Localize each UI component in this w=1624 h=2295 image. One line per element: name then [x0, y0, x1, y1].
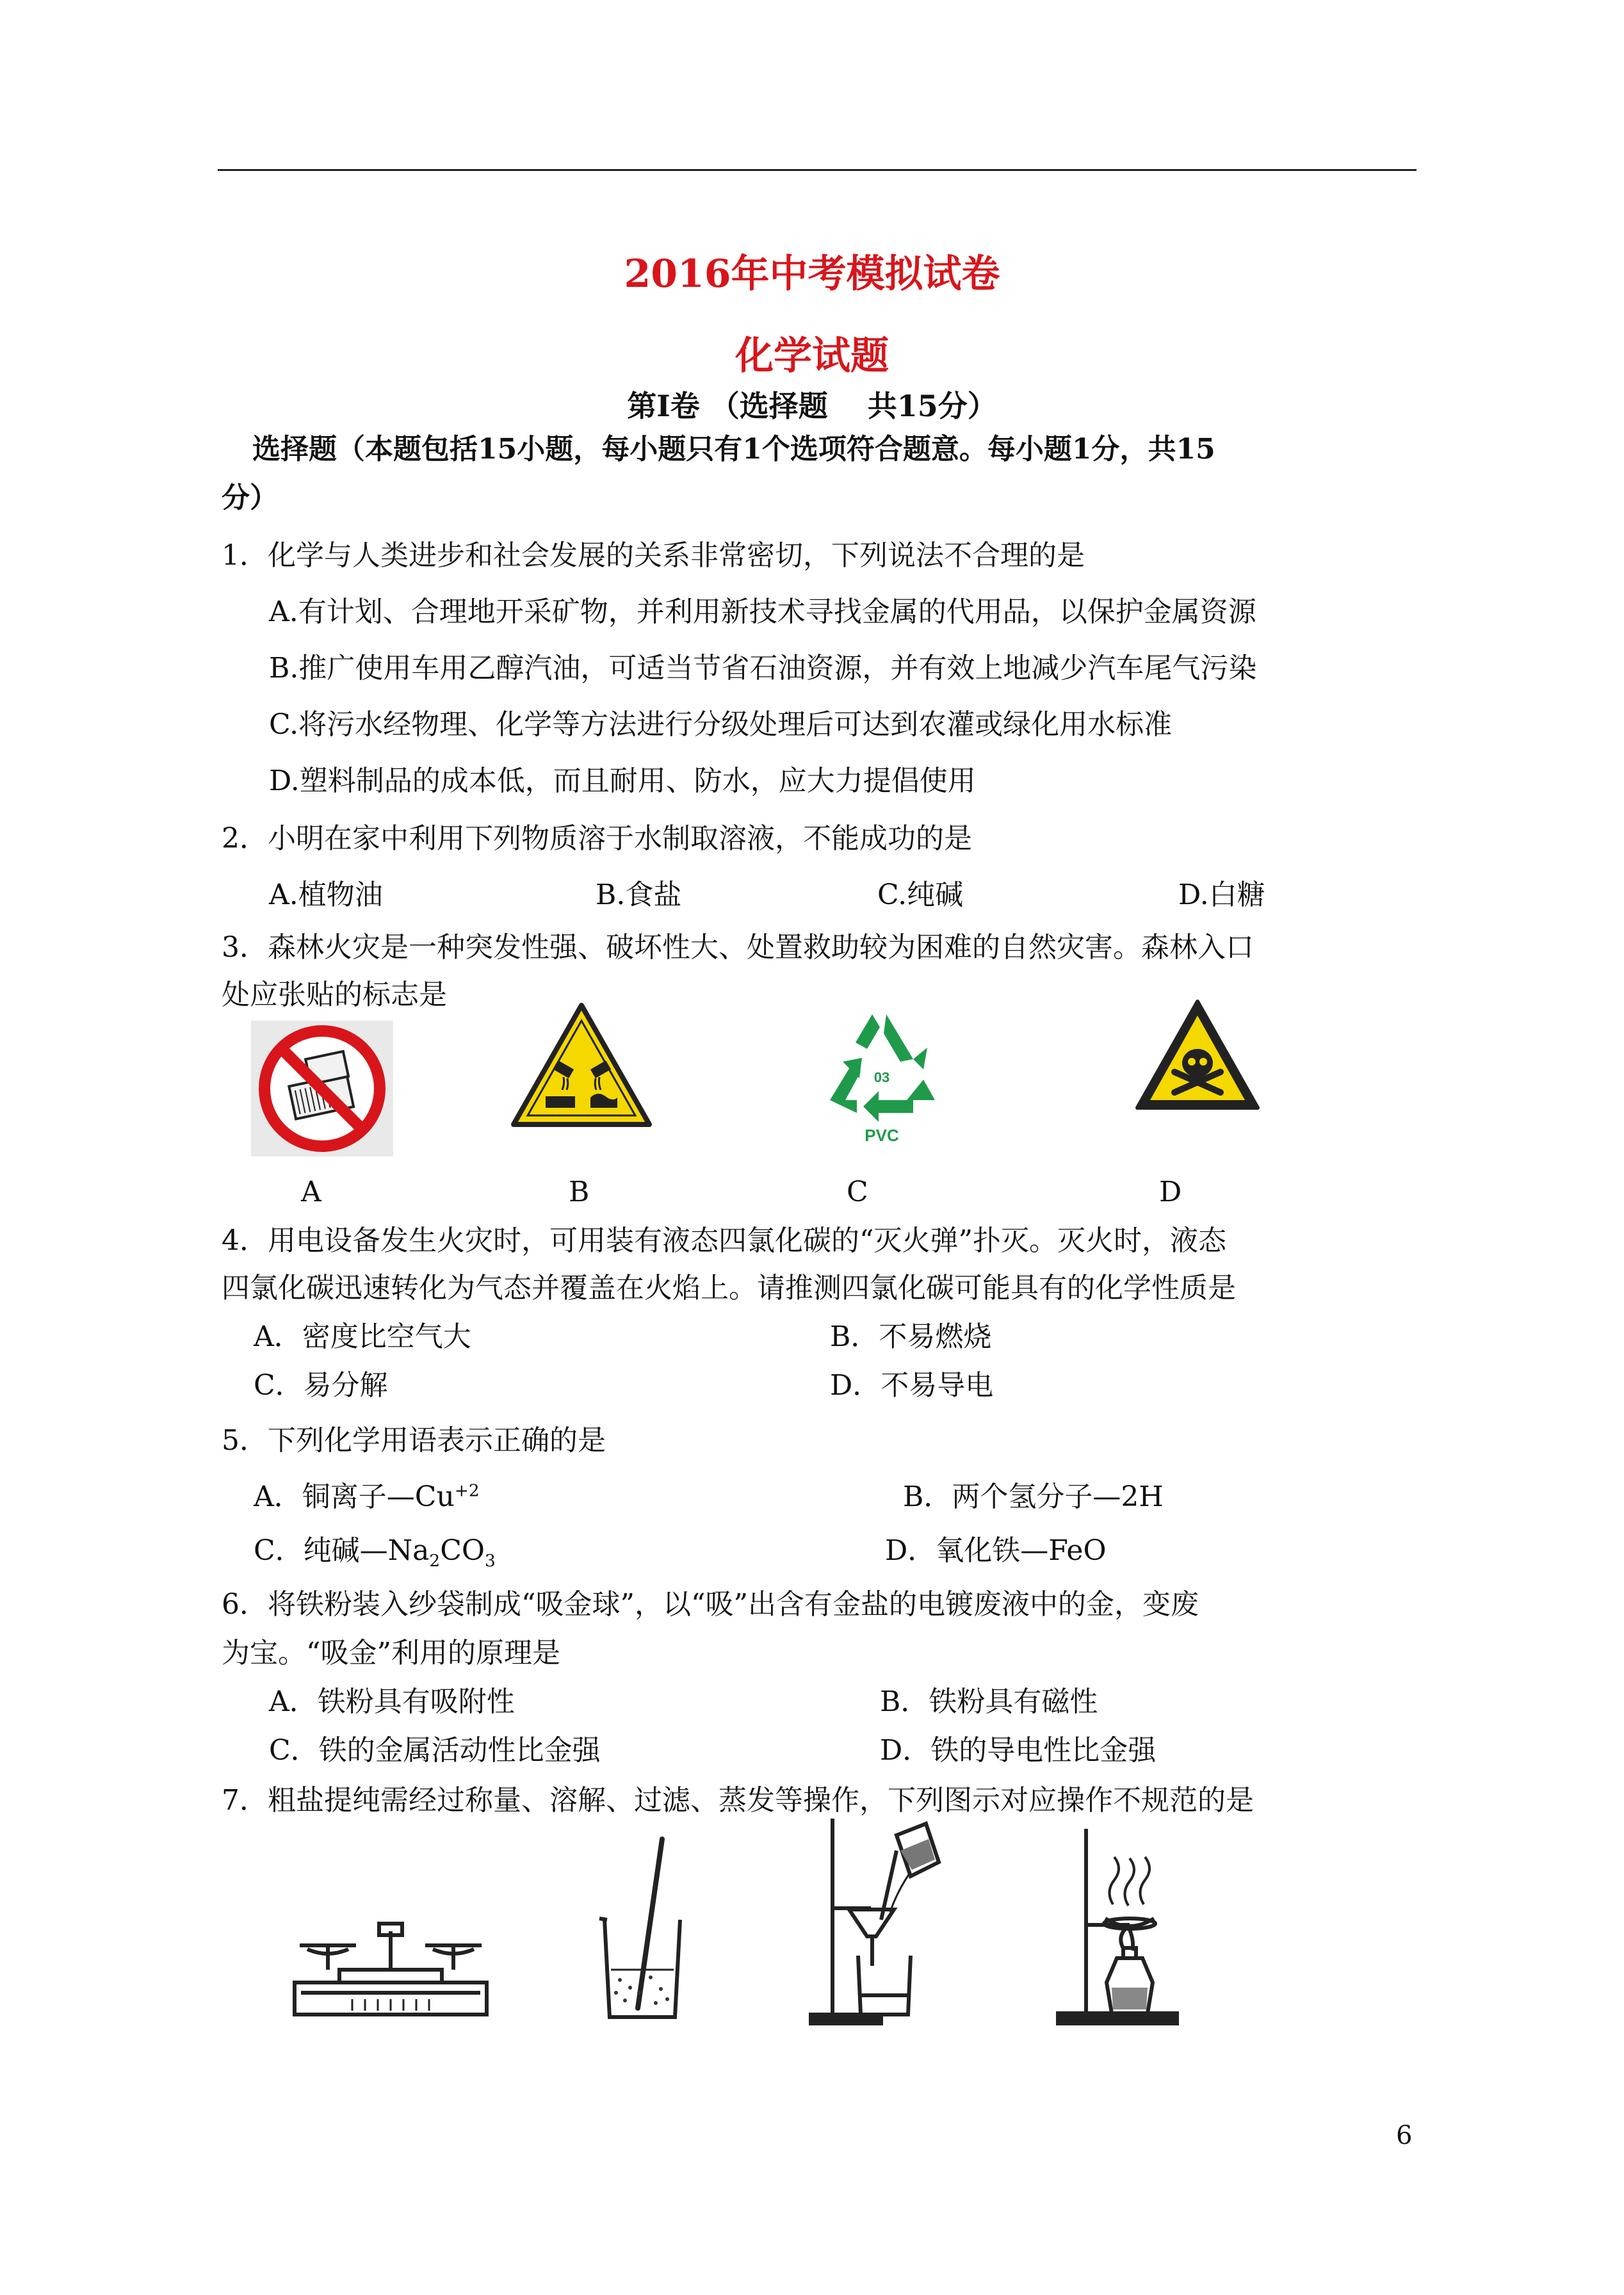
q6-stem-line-1: 6．将铁粉装入纱袋制成“吸金球”，以“吸”出含有金盐的电镀废液中的金，变废: [222, 1588, 1199, 1621]
balance-weighing-icon: [282, 1906, 499, 2027]
q1-option-c: C.将污水经物理、化学等方法进行分级处理后可达到农灌或绿化用水标准: [269, 708, 1173, 741]
q5-option-c: [254, 1534, 496, 1571]
q4-option-b: B．不易燃烧: [830, 1320, 992, 1353]
q4-option-d: D．不易导电: [830, 1369, 994, 1402]
top-rule: [218, 169, 1417, 171]
exam-title: 2016年中考模拟试卷: [624, 252, 1000, 296]
no-fire-matches-sign-icon: [251, 1021, 393, 1156]
q1-stem: 1．化学与人类进步和社会发展的关系非常密切，下列说法不合理的是: [222, 539, 1085, 572]
recycle-code: 03: [873, 1069, 890, 1085]
q3-label-a: A: [301, 1176, 321, 1208]
instructions-line-1: 选择题（本题包括15小题，每小题只有1个选项符合题意。每小题1分，共15: [252, 433, 1215, 466]
q6-option-c: C．铁的金属活动性比金强: [269, 1734, 601, 1767]
corrosive-warning-sign-icon: [510, 1002, 653, 1130]
q1-option-b: B.推广使用车用乙醇汽油，可适当节省石油资源，并有效上地减少汽车尾气污染: [269, 652, 1257, 685]
q1-option-a: A.有计划、合理地开采矿物，并利用新技术寻找金属的代用品，以保护金属资源: [269, 596, 1256, 628]
q7-stem: 7．粗盐提纯需经过称量、溶解、过滤、蒸发等操作，下列图示对应操作不规范的是: [222, 1784, 1254, 1817]
q3-label-d: D: [1159, 1176, 1182, 1208]
q3-stem-line-1: 3．森林火灾是一种突发性强、破坏性大、处置救助较为困难的自然灾害。森林入口: [222, 931, 1254, 964]
subject-title: 化学试题: [735, 334, 889, 378]
q2-option-b: B.食盐: [596, 879, 682, 911]
q2-stem: 2．小明在家中利用下列物质溶于水制取溶液，不能成功的是: [222, 822, 972, 855]
pvc-recycling-sign-icon: [817, 1003, 946, 1146]
toxic-skull-warning-sign-icon: [1135, 999, 1260, 1112]
beaker-stirring-rod-icon: [594, 1835, 690, 2025]
q6-option-a: A．铁粉具有吸附性: [269, 1685, 515, 1718]
q1-option-d: D.塑料制品的成本低，而且耐用、防水，应大力提倡使用: [269, 765, 976, 797]
q5-option-a: [254, 1480, 480, 1514]
q5-option-c-text: C．纯碱—Na: [254, 1534, 430, 1567]
recycle-label: PVC: [865, 1126, 899, 1145]
q2-option-d: D.白糖: [1178, 879, 1265, 911]
instructions-line-2: 分）: [222, 482, 278, 514]
q2-option-a: A.植物油: [269, 879, 383, 911]
q4-stem-line-1: 4．用电设备发生火灾时，可用装有液态四氯化碳的“灭火弹”扑灭。灭火时，液态: [222, 1224, 1226, 1257]
q4-stem-line-2: 四氯化碳迅速转化为气态并覆盖在火焰上。请推测四氯化碳可能具有的化学性质是: [222, 1272, 1236, 1304]
q3-label-b: B: [569, 1176, 590, 1208]
page-number: 6: [1396, 2121, 1413, 2150]
q5-option-d: D．氧化铁—FeO: [885, 1534, 1107, 1567]
q5-option-a-charge: +2: [454, 1480, 480, 1501]
filtration-setup-icon: [800, 1812, 948, 2030]
q5-option-c-mid: CO: [440, 1534, 485, 1567]
q5-stem: 5．下列化学用语表示正确的是: [222, 1424, 606, 1457]
q5-option-c-subscript-2: 3: [484, 1550, 496, 1571]
evaporation-setup-icon: [1050, 1822, 1185, 2031]
section-heading: 第Ⅰ卷 （选择题 共15分）: [627, 389, 997, 423]
q6-stem-line-2: 为宝。“吸金”利用的原理是: [222, 1637, 560, 1669]
q5-option-b: B．两个氢分子—2H: [903, 1480, 1164, 1513]
q4-option-a: A．密度比空气大: [254, 1320, 471, 1353]
q5-option-a-text: A．铜离子—Cu: [254, 1480, 455, 1513]
q3-stem-line-2: 处应张贴的标志是: [222, 978, 447, 1011]
q3-label-c: C: [847, 1176, 868, 1208]
q4-option-c: C．易分解: [254, 1369, 388, 1402]
q2-option-c: C.纯碱: [877, 879, 964, 911]
q6-option-d: D．铁的导电性比金强: [880, 1734, 1157, 1767]
q5-option-c-subscript-1: 2: [429, 1550, 441, 1571]
q6-option-b: B．铁粉具有磁性: [880, 1685, 1098, 1718]
